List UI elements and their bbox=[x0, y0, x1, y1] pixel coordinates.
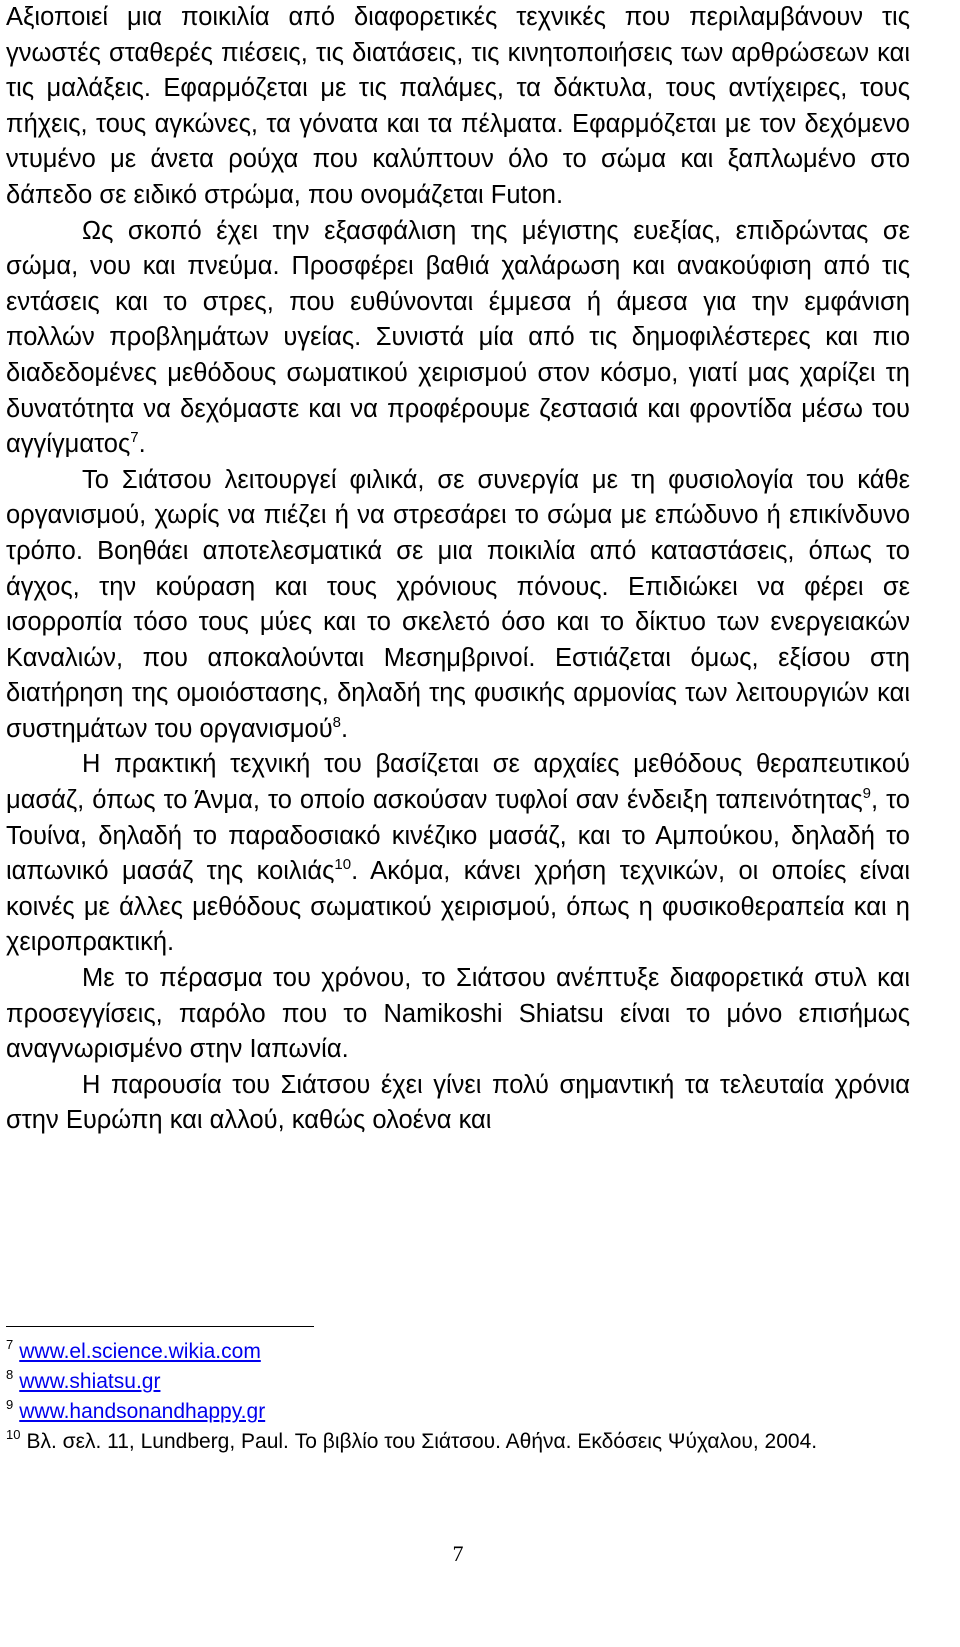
footnote-reference[interactable]: 7 bbox=[130, 429, 139, 447]
paragraph-text: Η πρακτική τεχνική του βασίζεται σε αρχαίες μεθόδους θεραπευτικού μασάζ, όπως το Άνμα, το οποίο ασκούσαν τυφλοί σαν ένδειξη ταπεινότητας bbox=[6, 750, 910, 815]
paragraph-text: Αξιοποιεί μια ποικιλία από διαφορετικές τεχνικές που περιλαμβάνουν τις γνωστές σταθερές πιέσεις, τις διατάσεις, τις κινητοποιήσεις των αρθρώσεων και τις μαλάξεις. Εφαρμόζεται με τις παλάμες, τα δάκτυλα, τους αντίχειρες, τους πήχεις, τους αγκώνες, τα γόνατα και τα πέλματα. Εφαρμόζεται με τον δεχόμενο ντυμένο με άνετα ρούχα που καλύπτουν όλο το σώμα και ξαπλωμένο στο δάπεδο σε ειδικό στρώμα, που ονομάζεται Futon. bbox=[6, 3, 910, 209]
body-paragraph bbox=[6, 961, 910, 1068]
body-paragraph bbox=[6, 463, 910, 748]
footnote-link[interactable]: www.el.science.wikia.com bbox=[19, 1340, 261, 1363]
paragraph-text: . Ακόμα, κάνει χρήση τεχνικών, οι οποίες είναι κοινές με άλλες μεθόδους σωματικού χειρισμού, όπως η φυσικοθεραπεία και η χειροπρακτική. bbox=[6, 857, 910, 957]
body-paragraph bbox=[6, 0, 910, 214]
footnote-number: 10 bbox=[6, 1427, 21, 1442]
footnote-item bbox=[6, 1427, 910, 1457]
footnote-reference[interactable]: 8 bbox=[332, 713, 341, 731]
footnote-separator bbox=[6, 1326, 314, 1327]
footnote-number: 8 bbox=[6, 1367, 14, 1382]
footnote-reference[interactable]: 9 bbox=[862, 785, 871, 803]
footnote-link[interactable]: www.handsonandhappy.gr bbox=[19, 1400, 266, 1423]
footnote-number: 7 bbox=[6, 1337, 14, 1352]
document-page bbox=[6, 0, 910, 1139]
body-paragraph bbox=[6, 214, 910, 463]
body-paragraph bbox=[6, 1068, 910, 1139]
paragraph-text: Με το πέρασμα του χρόνου, το Σιάτσου ανέπτυξε διαφορετικά στυλ και προσεγγίσεις, παρόλο που το Namikoshi Shiatsu είναι το μόνο επισήμως αναγνωρισμένο στην Ιαπωνία. bbox=[6, 964, 910, 1064]
paragraph-text: . bbox=[138, 430, 146, 459]
paragraph-text: Η παρουσία του Σιάτσου έχει γίνει πολύ σημαντική τα τελευταία χρόνια στην Ευρώπη και αλλού, καθώς ολοένα και bbox=[6, 1070, 910, 1135]
paragraph-text: , το Τουίνα, δηλαδή το παραδοσιακό κινέζικο μασάζ, και το Αμπούκου, δηλαδή το ιαπωνικό μασάζ της κοιλιάς bbox=[6, 786, 910, 886]
footnote-reference[interactable]: 10 bbox=[334, 856, 352, 874]
footnote-citation: Βλ. σελ. 11, Lundberg, Paul. Το βιβλίο του Σιάτσου. Αθήνα. Εκδόσεις Ψύχαλου, 2004. bbox=[26, 1430, 818, 1453]
footnote-number: 9 bbox=[6, 1397, 14, 1412]
footnote-link[interactable]: www.shiatsu.gr bbox=[19, 1370, 161, 1393]
footnote-item bbox=[6, 1397, 910, 1427]
paragraph-text: Το Σιάτσου λειτουργεί φιλικά, σε συνεργία με τη φυσιολογία του κάθε οργανισμού, χωρίς να πιέζει ή να στρεσάρει το σώμα με επώδυνο ή επικίνδυνο τρόπο. Βοηθάει αποτελεσματικά σε μια ποικιλία από καταστάσεις, όπως το άγχος, την κούραση και τους χρόνιους πόνους. Επιδιώκει να φέρει σε ισορροπία τόσο τους μύες και το σκελετό όσο και το δίκτυο των ενεργειακών Καναλιών, που αποκαλούνται Μεσημβρινοί. Εστιάζεται όμως, εξίσου στη διατήρηση της ομοιόστασης, δηλαδή της φυσικής αρμονίας των λειτουργιών και συστημάτων του οργανισμού bbox=[6, 465, 910, 743]
footnote-item bbox=[6, 1367, 910, 1397]
footnote-item bbox=[6, 1337, 910, 1367]
footnotes-section bbox=[6, 1337, 910, 1457]
page-number: 7 bbox=[452, 1541, 464, 1566]
paragraph-text: Ως σκοπό έχει την εξασφάλιση της μέγιστης ευεξίας, επιδρώντας σε σώμα, νου και πνεύμα. Προσφέρει βαθιά χαλάρωση και ανακούφιση από τις εντάσεις και το στρες, που ευθύνονται έμμεσα ή άμεσα για την εμφάνιση πολλών προβλημάτων υγείας. Συνιστά μία από τις δημοφιλέστερες και πιο διαδεδομένες μεθόδους σωματικού χειρισμού στον κόσμο, γιατί μας χαρίζει τη δυνατότητα να δεχόμαστε και να προφέρουμε ζεστασιά και φροντίδα μέσω του αγγίγματος bbox=[6, 216, 910, 459]
body-paragraph bbox=[6, 747, 910, 961]
paragraph-text: . bbox=[341, 714, 349, 743]
